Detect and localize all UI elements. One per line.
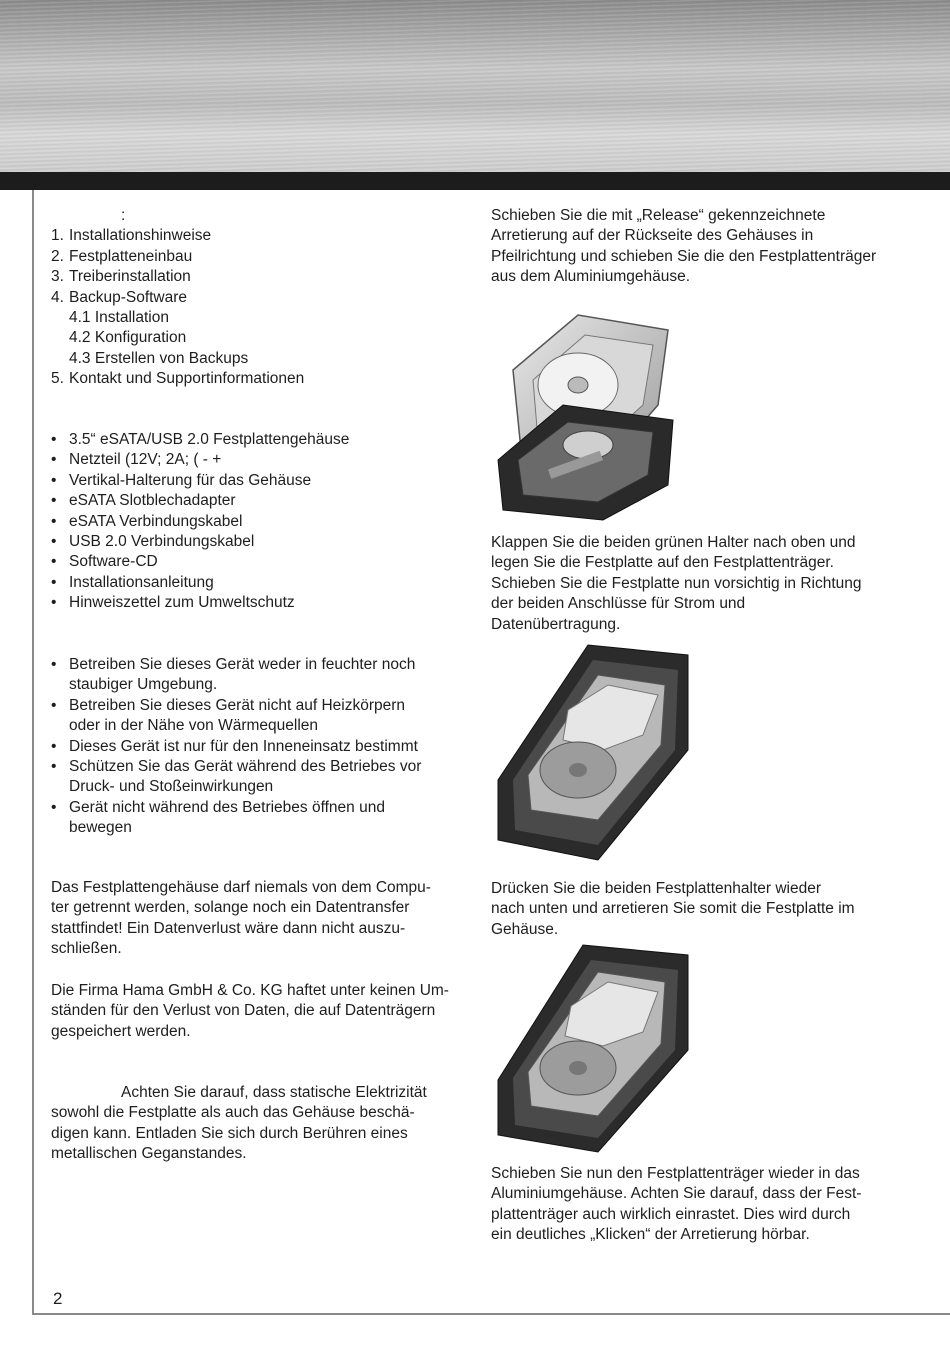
data-transfer-warning: Das Festplattengehäuse darf niemals von dem Compu- ter getrennt werden, solange noch ein Datentransfer stattfindet! Ein Datenverlust wäre dann nicht auszu- schließen. <box>51 879 431 958</box>
toc-item: 2. Festplatteneinbau <box>51 247 193 265</box>
toc-item: 1. Installationshinweise <box>51 227 212 245</box>
toc-subitem: 4.3 Erstellen von Backups <box>69 349 249 367</box>
page-number: 2 <box>53 1289 63 1308</box>
header-brushed-metal-band <box>0 0 950 172</box>
step-4-text: Schieben Sie nun den Festplattenträger wieder in das Aluminiumgehäuse. Achten Sie darauf, dass der Fest- plattenträger auch wirklich einrastet. Dies wird durch ein deutliches „Klicken“ der Arretierung hörbar. <box>491 1165 862 1244</box>
photo-disk-on-tray <box>493 640 693 862</box>
table-of-contents <box>51 206 461 390</box>
list-item: • Gerät nicht während des Betriebes öffnen und bewegen <box>51 798 385 837</box>
page-frame-left-line <box>32 190 34 1315</box>
list-item: • Betreiben Sie dieses Gerät nicht auf Heizkörpern oder in der Nähe von Wärmequellen <box>51 696 406 735</box>
header-dark-bar <box>0 172 950 190</box>
liability-notice: Die Firma Hama GmbH & Co. KG haftet unter keinen Um- ständen für den Verlust von Daten, die auf Datenträgern gespeichert werden. <box>51 982 449 1040</box>
toc-item: 4. Backup-Software <box>51 288 188 306</box>
list-item: • Dieses Gerät ist nur für den Inneneinsatz bestimmt <box>51 737 418 755</box>
step-3-text: Drücken Sie die beiden Festplattenhalter wieder nach unten und arretieren Sie somit die Festplatte im Gehäuse. <box>491 880 855 938</box>
list-item: • Betreiben Sie dieses Gerät weder in feuchter noch staubiger Umgebung. <box>51 656 416 694</box>
list-item: • 3.5“ eSATA/USB 2.0 Festplattengehäuse <box>51 431 350 448</box>
toc-heading-colon: : <box>121 207 126 224</box>
toc-item: 3. Treiberinstallation <box>51 268 191 286</box>
package-contents-list <box>51 430 461 614</box>
list-item: • Installationsanleitung <box>51 573 214 591</box>
static-electricity-warning: Achten Sie darauf, dass statische Elektrizität sowohl die Festplatte als auch das Gehäuse beschä- digen kann. Entladen Sie sich durch Berühren eines metallischen Geganstandes. <box>51 1084 427 1163</box>
toc-subitem: 4.2 Konfiguration <box>69 329 187 347</box>
list-item: • Hinweiszettel zum Umweltschutz <box>51 594 295 612</box>
step-2-text: Klappen Sie die beiden grünen Halter nach oben und legen Sie die Festplatte auf den Festplattenträger. Schieben Sie die Festplatte nun vorsichtig in Richtung der beiden Anschlüsse für Strom und Datenübertragung. <box>491 534 862 633</box>
list-item: • Vertikal-Halterung für das Gehäuse <box>51 471 312 489</box>
toc-item: 5. Kontakt und Supportinformationen <box>51 370 305 388</box>
list-item: • USB 2.0 Verbindungskabel <box>51 533 255 551</box>
photo-tray-removal <box>493 310 678 528</box>
safety-notes-list <box>51 655 461 839</box>
list-item: • Netzteil (12V; 2A; ( - + <box>51 451 222 469</box>
photo-disk-locked <box>493 940 693 1155</box>
toc-subitem: 4.1 Installation <box>69 309 169 327</box>
list-item: • Schützen Sie das Gerät während des Betriebes vor Druck- und Stoßeinwirkungen <box>51 758 422 796</box>
list-item: • eSATA Slotblechadapter <box>51 492 236 510</box>
list-item: • Software-CD <box>51 553 158 571</box>
page-frame-bottom-line <box>32 1313 950 1315</box>
step-1-text: Schieben Sie die mit „Release“ gekennzeichnete Arretierung auf der Rückseite des Gehäuses in Pfeilrichtung und schieben Sie die den Festplattenträger aus dem Aluminiumgehäuse. <box>491 207 877 286</box>
list-item: • eSATA Verbindungskabel <box>51 512 243 530</box>
